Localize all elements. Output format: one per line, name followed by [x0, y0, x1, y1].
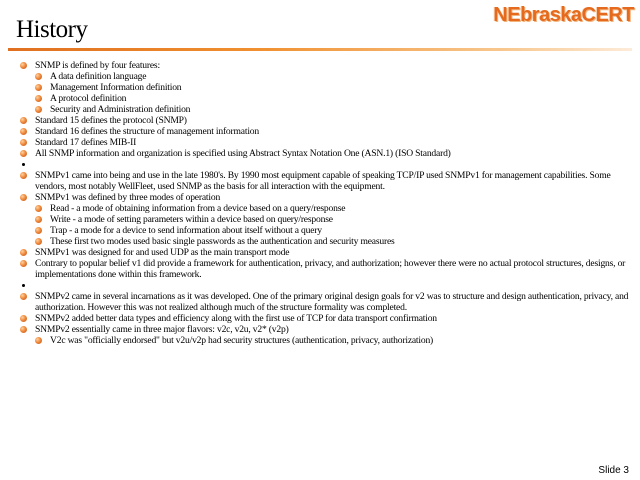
sub-bullet-item	[0, 82, 640, 93]
orange-bullet-icon	[20, 260, 27, 267]
bullet-text: V2c was "officially endorsed" but v2u/v2p had security structures (authentication, privacy, authorization)	[50, 335, 434, 346]
bullet-text: Standard 17 defines MIB-II	[35, 137, 137, 148]
sub-bullet-item	[0, 225, 640, 236]
bullet-text: SNMPv2 added better data types and efficiency along with the first use of TCP for data transport confirmation	[35, 313, 437, 324]
bullet-text: Read - a mode of obtaining information from a device based on a query/response	[50, 203, 346, 214]
empty-bullet-row	[0, 280, 640, 291]
bullet-item	[0, 137, 640, 148]
title-divider	[8, 48, 632, 51]
orange-bullet-icon	[20, 150, 27, 157]
orange-bullet-icon	[20, 128, 27, 135]
bullet-item	[0, 247, 640, 258]
sub-bullet-item	[0, 104, 640, 115]
orange-bullet-icon	[20, 139, 27, 146]
bullet-item	[0, 170, 640, 192]
orange-bullet-icon	[20, 293, 27, 300]
bullet-text: Trap - a mode for a device to send information about itself without a query	[50, 225, 322, 236]
orange-bullet-icon	[35, 337, 42, 344]
bullet-text: These first two modes used basic single passwords as the authentication and security measures	[50, 236, 395, 247]
bullet-text: SNMPv1 was defined by three modes of operation	[35, 192, 221, 203]
small-dot-icon	[22, 163, 25, 166]
bullet-text: Write - a mode of setting parameters within a device based on query/response	[50, 214, 333, 225]
sub-bullet-item	[0, 214, 640, 225]
bullet-text: SNMPv2 essentially came in three major flavors: v2c, v2u, v2* (v2p)	[35, 324, 289, 335]
orange-bullet-icon	[35, 106, 42, 113]
bullet-text: SNMPv2 came in several incarnations as it was developed. One of the primary original design goals for v2 was to structure and design authentication, privacy, and authorization. However this was not realized although much of the structure formality was completed.	[35, 291, 629, 313]
sub-bullet-item	[0, 335, 640, 346]
bullet-text: Security and Administration definition	[50, 104, 191, 115]
orange-bullet-icon	[20, 62, 27, 69]
bullet-item	[0, 126, 640, 137]
bullet-text: Contrary to popular belief v1 did provide a framework for authentication, privacy, and authorization; however there were no actual protocol structures, designs, or implementations done within this framework.	[35, 258, 626, 280]
bullet-item	[0, 291, 640, 313]
bullet-text: Management Information definition	[50, 82, 182, 93]
bullet-item	[0, 115, 640, 126]
orange-bullet-icon	[35, 216, 42, 223]
sub-bullet-item	[0, 236, 640, 247]
slide-body	[0, 60, 640, 346]
orange-bullet-icon	[35, 73, 42, 80]
bullet-text: All SNMP information and organization is specified using Abstract Syntax Notation One (ASN.1) (ISO Standard)	[35, 148, 451, 159]
bullet-item	[0, 324, 640, 335]
orange-bullet-icon	[35, 205, 42, 212]
orange-bullet-icon	[20, 315, 27, 322]
bullet-text: A data definition language	[50, 71, 147, 82]
orange-bullet-icon	[20, 194, 27, 201]
sub-bullet-item	[0, 93, 640, 104]
bullet-item	[0, 60, 640, 71]
bullet-text: A protocol definition	[50, 93, 127, 104]
orange-bullet-icon	[35, 238, 42, 245]
orange-bullet-icon	[35, 227, 42, 234]
bullet-item	[0, 258, 640, 280]
nebraskacert-logo: NEbraskaCERT	[493, 4, 634, 26]
orange-bullet-icon	[20, 249, 27, 256]
orange-bullet-icon	[20, 172, 27, 179]
orange-bullet-icon	[35, 84, 42, 91]
slide-title: History	[16, 16, 88, 43]
bullet-item	[0, 148, 640, 159]
slide-number: Slide 3	[598, 465, 629, 476]
bullet-text: Standard 15 defines the protocol (SNMP)	[35, 115, 187, 126]
orange-bullet-icon	[20, 326, 27, 333]
bullet-text: Standard 16 defines the structure of management information	[35, 126, 259, 137]
orange-bullet-icon	[20, 117, 27, 124]
sub-bullet-item	[0, 203, 640, 214]
bullet-text: SNMP is defined by four features:	[35, 60, 160, 71]
sub-bullet-item	[0, 71, 640, 82]
small-dot-icon	[22, 284, 25, 287]
bullet-text: SNMPv1 was designed for and used UDP as the main transport mode	[35, 247, 290, 258]
orange-bullet-icon	[35, 95, 42, 102]
bullet-item	[0, 192, 640, 203]
bullet-item	[0, 313, 640, 324]
empty-bullet-row	[0, 159, 640, 170]
bullet-text: SNMPv1 came into being and use in the late 1980's. By 1990 most equipment capable of speaking TCP/IP used SNMPv1 for management capabilities. Some vendors, most notably WellFleet, used SNMP as the basis for all interaction with the equipment.	[35, 170, 611, 192]
